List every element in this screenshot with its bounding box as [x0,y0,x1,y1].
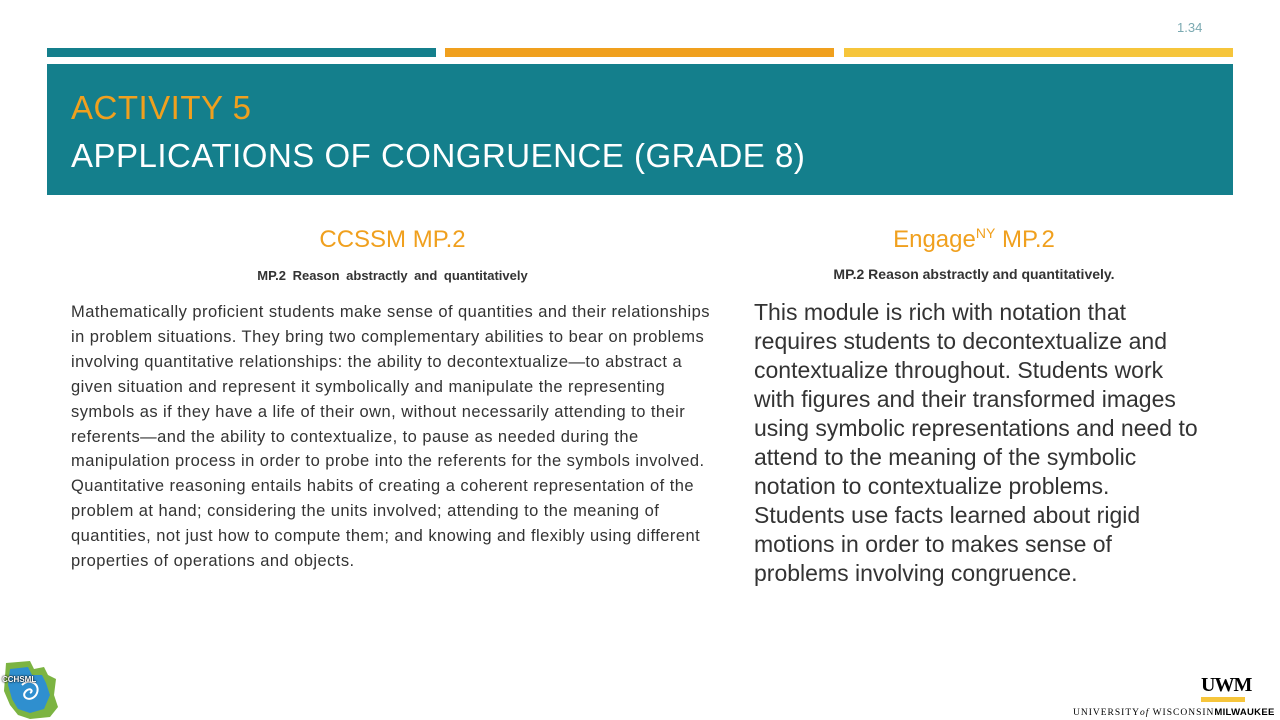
left-column-heading: CCSSM MP.2 [319,226,466,253]
heading-mp2: MP.2 [995,226,1055,253]
wordmark-wisconsin: WISCONSIN [1149,708,1215,718]
wordmark-university: UNIVERSITY [1073,708,1140,718]
right-column-body: This module is rich with notation that requires students to decontextualize and contextualize throughout. Students work with figures and their transformed images using symbolic representations and need to attend to the meaning of the symbolic notation to contextualize problems. Students use facts learned about rigid motions in order to makes sense of problems involving congruence. [754,299,1198,586]
title-banner [47,64,1233,195]
cchsml-logo-text: CCHSML [2,675,37,684]
right-column-subheading: MP.2 Reason abstractly and quantitatively. [833,266,1115,282]
wordmark-milwaukee: MILWAUKEE [1214,707,1275,718]
accent-bar-teal [47,48,436,57]
heading-ny-superscript: NY [975,225,996,241]
left-column-subheading: MP.2 Reason abstractly and quantitatively [257,268,528,283]
slide-number: 1.34 [1177,20,1203,35]
heading-engage: Engage [893,226,976,253]
left-column-body: Mathematically proficient students make sense of quantities and their relationships in problem situations. They bring two complementary abilities to bear on problems involving quantitative relationships: the ability to decontextualize—to abstract a given situation and represent it symbolically and manipulate the representing symbols as if they have a life of their own, without necessarily attending to their referents—and the ability to contextualize, to pause as needed during the manipulation process in order to probe into the referents for the symbols involved. Quantitative reasoning entails habits of creating a coherent representation of the problem at hand; considering the units involved; attending to the meaning of quantities, not just how to compute them; and knowing and flexibly using different properties of operations and objects. [71,303,711,571]
university-wordmark [1073,707,1275,718]
uwm-logo: UWM [1201,674,1252,696]
right-column-heading [756,225,1192,255]
uwm-logo-underline [1201,697,1245,702]
accent-bar-orange [445,48,834,57]
wordmark-of: of [1140,708,1150,718]
slide-title-topic: APPLICATIONS OF CONGRUENCE (GRADE 8) [71,137,806,174]
cchsml-logo [0,655,64,720]
slide-title-activity: ACTIVITY 5 [71,89,252,126]
accent-bar-yellow [844,48,1233,57]
